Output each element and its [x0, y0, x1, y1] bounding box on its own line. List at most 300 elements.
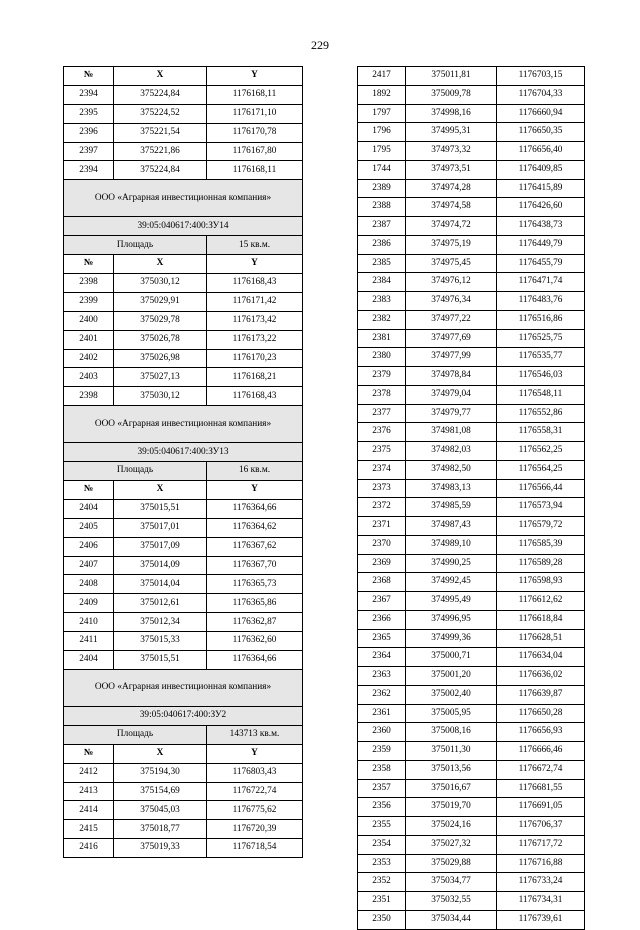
y-coordinate: 1176415,89: [497, 179, 585, 198]
point-number: 2406: [64, 537, 114, 556]
x-coordinate: 375011,81: [406, 67, 497, 86]
point-number: 2383: [358, 292, 406, 311]
y-coordinate: 1176455,79: [497, 254, 585, 273]
area-row: [64, 462, 303, 481]
y-coordinate: 1176636,02: [497, 667, 585, 686]
table-row: [64, 820, 303, 839]
x-coordinate: 375224,84: [114, 161, 207, 180]
x-coordinate: 375224,84: [114, 85, 207, 104]
point-number: 2414: [64, 801, 114, 820]
x-coordinate: 375045,03: [114, 801, 207, 820]
point-number: 2367: [358, 592, 406, 611]
point-number: 2413: [64, 782, 114, 801]
y-coordinate: 1176546,03: [497, 367, 585, 386]
point-number: 2363: [358, 667, 406, 686]
point-number: 2365: [358, 629, 406, 648]
column-header-x: X: [114, 255, 207, 274]
column-header-number: №: [64, 744, 114, 763]
point-number: 2395: [64, 104, 114, 123]
x-coordinate: 374987,43: [406, 517, 497, 536]
point-number: 2398: [64, 387, 114, 406]
table-row: [358, 667, 585, 686]
column-header-x: X: [114, 67, 207, 86]
point-number: 2386: [358, 235, 406, 254]
y-coordinate: 1176173,42: [207, 311, 303, 330]
y-coordinate: 1176734,31: [497, 892, 585, 911]
point-number: 2397: [64, 142, 114, 161]
table-row: [64, 801, 303, 820]
column-header-y: Y: [207, 744, 303, 763]
point-number: 2361: [358, 704, 406, 723]
left-coordinate-table: [63, 66, 303, 858]
table-row: [358, 629, 585, 648]
table-row: [64, 499, 303, 518]
table-row: [358, 85, 585, 104]
table-row: [358, 179, 585, 198]
table-row: [358, 742, 585, 761]
x-coordinate: 375221,86: [114, 142, 207, 161]
y-coordinate: 1176573,94: [497, 498, 585, 517]
point-number: 2405: [64, 518, 114, 537]
x-coordinate: 374981,08: [406, 423, 497, 442]
table-row: [64, 292, 303, 311]
x-coordinate: 375019,33: [114, 839, 207, 858]
y-coordinate: 1176703,15: [497, 67, 585, 86]
y-coordinate: 1176535,77: [497, 348, 585, 367]
y-coordinate: 1176364,62: [207, 518, 303, 537]
point-number: 2404: [64, 651, 114, 670]
y-coordinate: 1176720,39: [207, 820, 303, 839]
point-number: 2407: [64, 556, 114, 575]
point-number: 2402: [64, 349, 114, 368]
x-coordinate: 374979,77: [406, 404, 497, 423]
y-coordinate: 1176365,86: [207, 594, 303, 613]
x-coordinate: 374995,31: [406, 123, 497, 142]
cadastral-number: 39:05:040617:400:ЗУ2: [64, 706, 303, 725]
table-row: [64, 349, 303, 368]
y-coordinate: 1176691,05: [497, 798, 585, 817]
x-coordinate: 375014,09: [114, 556, 207, 575]
point-number: 2378: [358, 385, 406, 404]
table-row: [358, 104, 585, 123]
point-number: 2384: [358, 273, 406, 292]
point-number: 2408: [64, 575, 114, 594]
y-coordinate: 1176364,66: [207, 499, 303, 518]
x-coordinate: 374983,13: [406, 479, 497, 498]
y-coordinate: 1176168,43: [207, 387, 303, 406]
point-number: 2394: [64, 161, 114, 180]
table-row: [358, 367, 585, 386]
table-row: [358, 835, 585, 854]
organization-row: [64, 180, 303, 217]
point-number: 2352: [358, 873, 406, 892]
x-coordinate: 375029,88: [406, 854, 497, 873]
y-coordinate: 1176803,43: [207, 763, 303, 782]
table-row: [358, 479, 585, 498]
point-number: 2389: [358, 179, 406, 198]
column-header-y: Y: [207, 67, 303, 86]
y-coordinate: 1176362,60: [207, 632, 303, 651]
x-coordinate: 375001,20: [406, 667, 497, 686]
x-coordinate: 374977,22: [406, 310, 497, 329]
point-number: 2368: [358, 573, 406, 592]
x-coordinate: 375015,33: [114, 632, 207, 651]
point-number: 2372: [358, 498, 406, 517]
y-coordinate: 1176170,78: [207, 123, 303, 142]
point-number: 2362: [358, 685, 406, 704]
point-number: 2401: [64, 330, 114, 349]
y-coordinate: 1176367,70: [207, 556, 303, 575]
point-number: 1744: [358, 160, 406, 179]
y-coordinate: 1176612,62: [497, 592, 585, 611]
x-coordinate: 375224,52: [114, 104, 207, 123]
x-coordinate: 374989,10: [406, 535, 497, 554]
point-number: 2403: [64, 368, 114, 387]
cadastral-number-row: [64, 217, 303, 236]
table-row: [64, 839, 303, 858]
organization-name: ООО «Аграрная инвестиционная компания»: [64, 406, 303, 443]
table-row: [358, 310, 585, 329]
x-coordinate: 374975,45: [406, 254, 497, 273]
x-coordinate: 375030,12: [114, 274, 207, 293]
y-coordinate: 1176722,74: [207, 782, 303, 801]
table-row: [358, 348, 585, 367]
table-row: [358, 404, 585, 423]
table-row: [358, 610, 585, 629]
y-coordinate: 1176589,28: [497, 554, 585, 573]
y-coordinate: 1176552,86: [497, 404, 585, 423]
table-row: [358, 798, 585, 817]
x-coordinate: 374998,16: [406, 104, 497, 123]
page-number: 229: [311, 38, 329, 52]
y-coordinate: 1176681,55: [497, 779, 585, 798]
point-number: 2400: [64, 311, 114, 330]
table-header-row: [64, 67, 303, 86]
table-row: [64, 763, 303, 782]
organization-name: ООО «Аграрная инвестиционная компания»: [64, 669, 303, 706]
table-row: [358, 573, 585, 592]
x-coordinate: 374975,19: [406, 235, 497, 254]
organization-name: ООО «Аграрная инвестиционная компания»: [64, 180, 303, 217]
table-row: [358, 554, 585, 573]
area-value: 15 кв.м.: [207, 236, 303, 255]
table-row: [64, 368, 303, 387]
y-coordinate: 1176666,46: [497, 742, 585, 761]
y-coordinate: 1176775,62: [207, 801, 303, 820]
y-coordinate: 1176525,75: [497, 329, 585, 348]
point-number: 2376: [358, 423, 406, 442]
x-coordinate: 375000,71: [406, 648, 497, 667]
x-coordinate: 375016,67: [406, 779, 497, 798]
x-coordinate: 374973,32: [406, 142, 497, 161]
y-coordinate: 1176717,72: [497, 835, 585, 854]
x-coordinate: 374977,69: [406, 329, 497, 348]
y-coordinate: 1176171,10: [207, 104, 303, 123]
table-row: [358, 142, 585, 161]
table-row: [64, 782, 303, 801]
point-number: 2364: [358, 648, 406, 667]
y-coordinate: 1176564,25: [497, 460, 585, 479]
y-coordinate: 1176656,93: [497, 723, 585, 742]
y-coordinate: 1176171,42: [207, 292, 303, 311]
x-coordinate: 374979,04: [406, 385, 497, 404]
x-coordinate: 375005,95: [406, 704, 497, 723]
y-coordinate: 1176364,66: [207, 651, 303, 670]
x-coordinate: 374982,03: [406, 442, 497, 461]
point-number: 2353: [358, 854, 406, 873]
table-row: [64, 387, 303, 406]
table-row: [358, 704, 585, 723]
point-number: 1795: [358, 142, 406, 161]
table-row: [64, 632, 303, 651]
table-row: [64, 85, 303, 104]
table-row: [358, 235, 585, 254]
table-row: [64, 161, 303, 180]
y-coordinate: 1176558,31: [497, 423, 585, 442]
table-row: [64, 311, 303, 330]
table-row: [64, 537, 303, 556]
x-coordinate: 374992,45: [406, 573, 497, 592]
y-coordinate: 1176650,35: [497, 123, 585, 142]
table-row: [64, 594, 303, 613]
point-number: 2412: [64, 763, 114, 782]
x-coordinate: 375027,13: [114, 368, 207, 387]
column-header-y: Y: [207, 481, 303, 500]
point-number: 2375: [358, 442, 406, 461]
table-row: [358, 460, 585, 479]
x-coordinate: 375008,16: [406, 723, 497, 742]
point-number: 1797: [358, 104, 406, 123]
area-value: 143713 кв.м.: [207, 725, 303, 744]
table-row: [358, 817, 585, 836]
y-coordinate: 1176739,61: [497, 910, 585, 929]
cadastral-number: 39:05:040617:400:ЗУ13: [64, 443, 303, 462]
point-number: 2385: [358, 254, 406, 273]
x-coordinate: 375019,70: [406, 798, 497, 817]
table-row: [358, 329, 585, 348]
y-coordinate: 1176426,60: [497, 198, 585, 217]
y-coordinate: 1176409,85: [497, 160, 585, 179]
table-row: [358, 779, 585, 798]
x-coordinate: 374974,28: [406, 179, 497, 198]
table-row: [358, 910, 585, 929]
point-number: 2388: [358, 198, 406, 217]
y-coordinate: 1176704,33: [497, 85, 585, 104]
point-number: 2409: [64, 594, 114, 613]
point-number: 2366: [358, 610, 406, 629]
x-coordinate: 375015,51: [114, 499, 207, 518]
table-header-row: [64, 255, 303, 274]
point-number: 2387: [358, 217, 406, 236]
table-row: [358, 198, 585, 217]
table-row: [358, 873, 585, 892]
x-coordinate: 374974,58: [406, 198, 497, 217]
x-coordinate: 375015,51: [114, 651, 207, 670]
column-header-y: Y: [207, 255, 303, 274]
table-row: [358, 592, 585, 611]
y-coordinate: 1176566,44: [497, 479, 585, 498]
table-row: [358, 385, 585, 404]
y-coordinate: 1176365,73: [207, 575, 303, 594]
cadastral-number-row: [64, 443, 303, 462]
x-coordinate: 374978,84: [406, 367, 497, 386]
table-row: [358, 160, 585, 179]
table-row: [64, 518, 303, 537]
y-coordinate: 1176362,87: [207, 613, 303, 632]
table-row: [358, 892, 585, 911]
area-row: [64, 236, 303, 255]
y-coordinate: 1176618,84: [497, 610, 585, 629]
point-number: 2354: [358, 835, 406, 854]
table-row: [358, 292, 585, 311]
table-row: [64, 575, 303, 594]
point-number: 2417: [358, 67, 406, 86]
y-coordinate: 1176598,93: [497, 573, 585, 592]
table-row: [358, 535, 585, 554]
x-coordinate: 375194,30: [114, 763, 207, 782]
table-row: [64, 330, 303, 349]
y-coordinate: 1176585,39: [497, 535, 585, 554]
point-number: 2416: [64, 839, 114, 858]
point-number: 2410: [64, 613, 114, 632]
x-coordinate: 375032,55: [406, 892, 497, 911]
x-coordinate: 375027,32: [406, 835, 497, 854]
x-coordinate: 374976,12: [406, 273, 497, 292]
x-coordinate: 374990,25: [406, 554, 497, 573]
table-row: [358, 648, 585, 667]
point-number: 2351: [358, 892, 406, 911]
x-coordinate: 375024,16: [406, 817, 497, 836]
table-row: [64, 651, 303, 670]
table-row: [64, 613, 303, 632]
cadastral-number-row: [64, 706, 303, 725]
table-row: [64, 274, 303, 293]
x-coordinate: 374985,59: [406, 498, 497, 517]
x-coordinate: 374995,49: [406, 592, 497, 611]
area-row: [64, 725, 303, 744]
y-coordinate: 1176639,87: [497, 685, 585, 704]
x-coordinate: 375026,78: [114, 330, 207, 349]
point-number: 2370: [358, 535, 406, 554]
point-number: 2369: [358, 554, 406, 573]
x-coordinate: 375014,04: [114, 575, 207, 594]
y-coordinate: 1176634,04: [497, 648, 585, 667]
y-coordinate: 1176438,73: [497, 217, 585, 236]
x-coordinate: 375221,54: [114, 123, 207, 142]
point-number: 2360: [358, 723, 406, 742]
organization-row: [64, 669, 303, 706]
y-coordinate: 1176562,25: [497, 442, 585, 461]
right-coordinate-table: [357, 66, 585, 930]
table-row: [64, 556, 303, 575]
x-coordinate: 374982,50: [406, 460, 497, 479]
x-coordinate: 375018,77: [114, 820, 207, 839]
y-coordinate: 1176650,28: [497, 704, 585, 723]
point-number: 2404: [64, 499, 114, 518]
point-number: 2355: [358, 817, 406, 836]
y-coordinate: 1176483,76: [497, 292, 585, 311]
x-coordinate: 375034,44: [406, 910, 497, 929]
y-coordinate: 1176167,80: [207, 142, 303, 161]
organization-row: [64, 406, 303, 443]
point-number: 2350: [358, 910, 406, 929]
x-coordinate: 374976,34: [406, 292, 497, 311]
table-row: [358, 123, 585, 142]
y-coordinate: 1176718,54: [207, 839, 303, 858]
x-coordinate: 374974,72: [406, 217, 497, 236]
table-row: [64, 104, 303, 123]
area-label: Площадь: [64, 725, 207, 744]
area-label: Площадь: [64, 236, 207, 255]
y-coordinate: 1176168,21: [207, 368, 303, 387]
x-coordinate: 375154,69: [114, 782, 207, 801]
y-coordinate: 1176168,43: [207, 274, 303, 293]
column-header-number: №: [64, 481, 114, 500]
y-coordinate: 1176628,51: [497, 629, 585, 648]
point-number: 2394: [64, 85, 114, 104]
x-coordinate: 375017,01: [114, 518, 207, 537]
table-row: [358, 217, 585, 236]
y-coordinate: 1176656,40: [497, 142, 585, 161]
y-coordinate: 1176716,88: [497, 854, 585, 873]
x-coordinate: 375002,40: [406, 685, 497, 704]
area-value: 16 кв.м.: [207, 462, 303, 481]
point-number: 2371: [358, 517, 406, 536]
y-coordinate: 1176170,23: [207, 349, 303, 368]
x-coordinate: 375009,78: [406, 85, 497, 104]
y-coordinate: 1176367,62: [207, 537, 303, 556]
x-coordinate: 375017,09: [114, 537, 207, 556]
table-row: [358, 760, 585, 779]
cadastral-number: 39:05:040617:400:ЗУ14: [64, 217, 303, 236]
table-row: [358, 685, 585, 704]
y-coordinate: 1176672,74: [497, 760, 585, 779]
point-number: 2374: [358, 460, 406, 479]
y-coordinate: 1176471,74: [497, 273, 585, 292]
point-number: 2398: [64, 274, 114, 293]
y-coordinate: 1176733,24: [497, 873, 585, 892]
point-number: 2411: [64, 632, 114, 651]
point-number: 2373: [358, 479, 406, 498]
table-row: [358, 723, 585, 742]
point-number: 2415: [64, 820, 114, 839]
table-row: [358, 423, 585, 442]
column-header-x: X: [114, 744, 207, 763]
table-row: [64, 123, 303, 142]
y-coordinate: 1176173,22: [207, 330, 303, 349]
table-row: [358, 854, 585, 873]
point-number: 2382: [358, 310, 406, 329]
x-coordinate: 375029,91: [114, 292, 207, 311]
y-coordinate: 1176449,79: [497, 235, 585, 254]
y-coordinate: 1176548,11: [497, 385, 585, 404]
y-coordinate: 1176168,11: [207, 161, 303, 180]
table-row: [358, 254, 585, 273]
point-number: 2359: [358, 742, 406, 761]
y-coordinate: 1176660,94: [497, 104, 585, 123]
column-header-x: X: [114, 481, 207, 500]
point-number: 2379: [358, 367, 406, 386]
table-row: [64, 142, 303, 161]
point-number: 2399: [64, 292, 114, 311]
point-number: 1796: [358, 123, 406, 142]
x-coordinate: 375012,34: [114, 613, 207, 632]
column-header-number: №: [64, 255, 114, 274]
table-row: [358, 498, 585, 517]
point-number: 2377: [358, 404, 406, 423]
x-coordinate: 375029,78: [114, 311, 207, 330]
area-label: Площадь: [64, 462, 207, 481]
